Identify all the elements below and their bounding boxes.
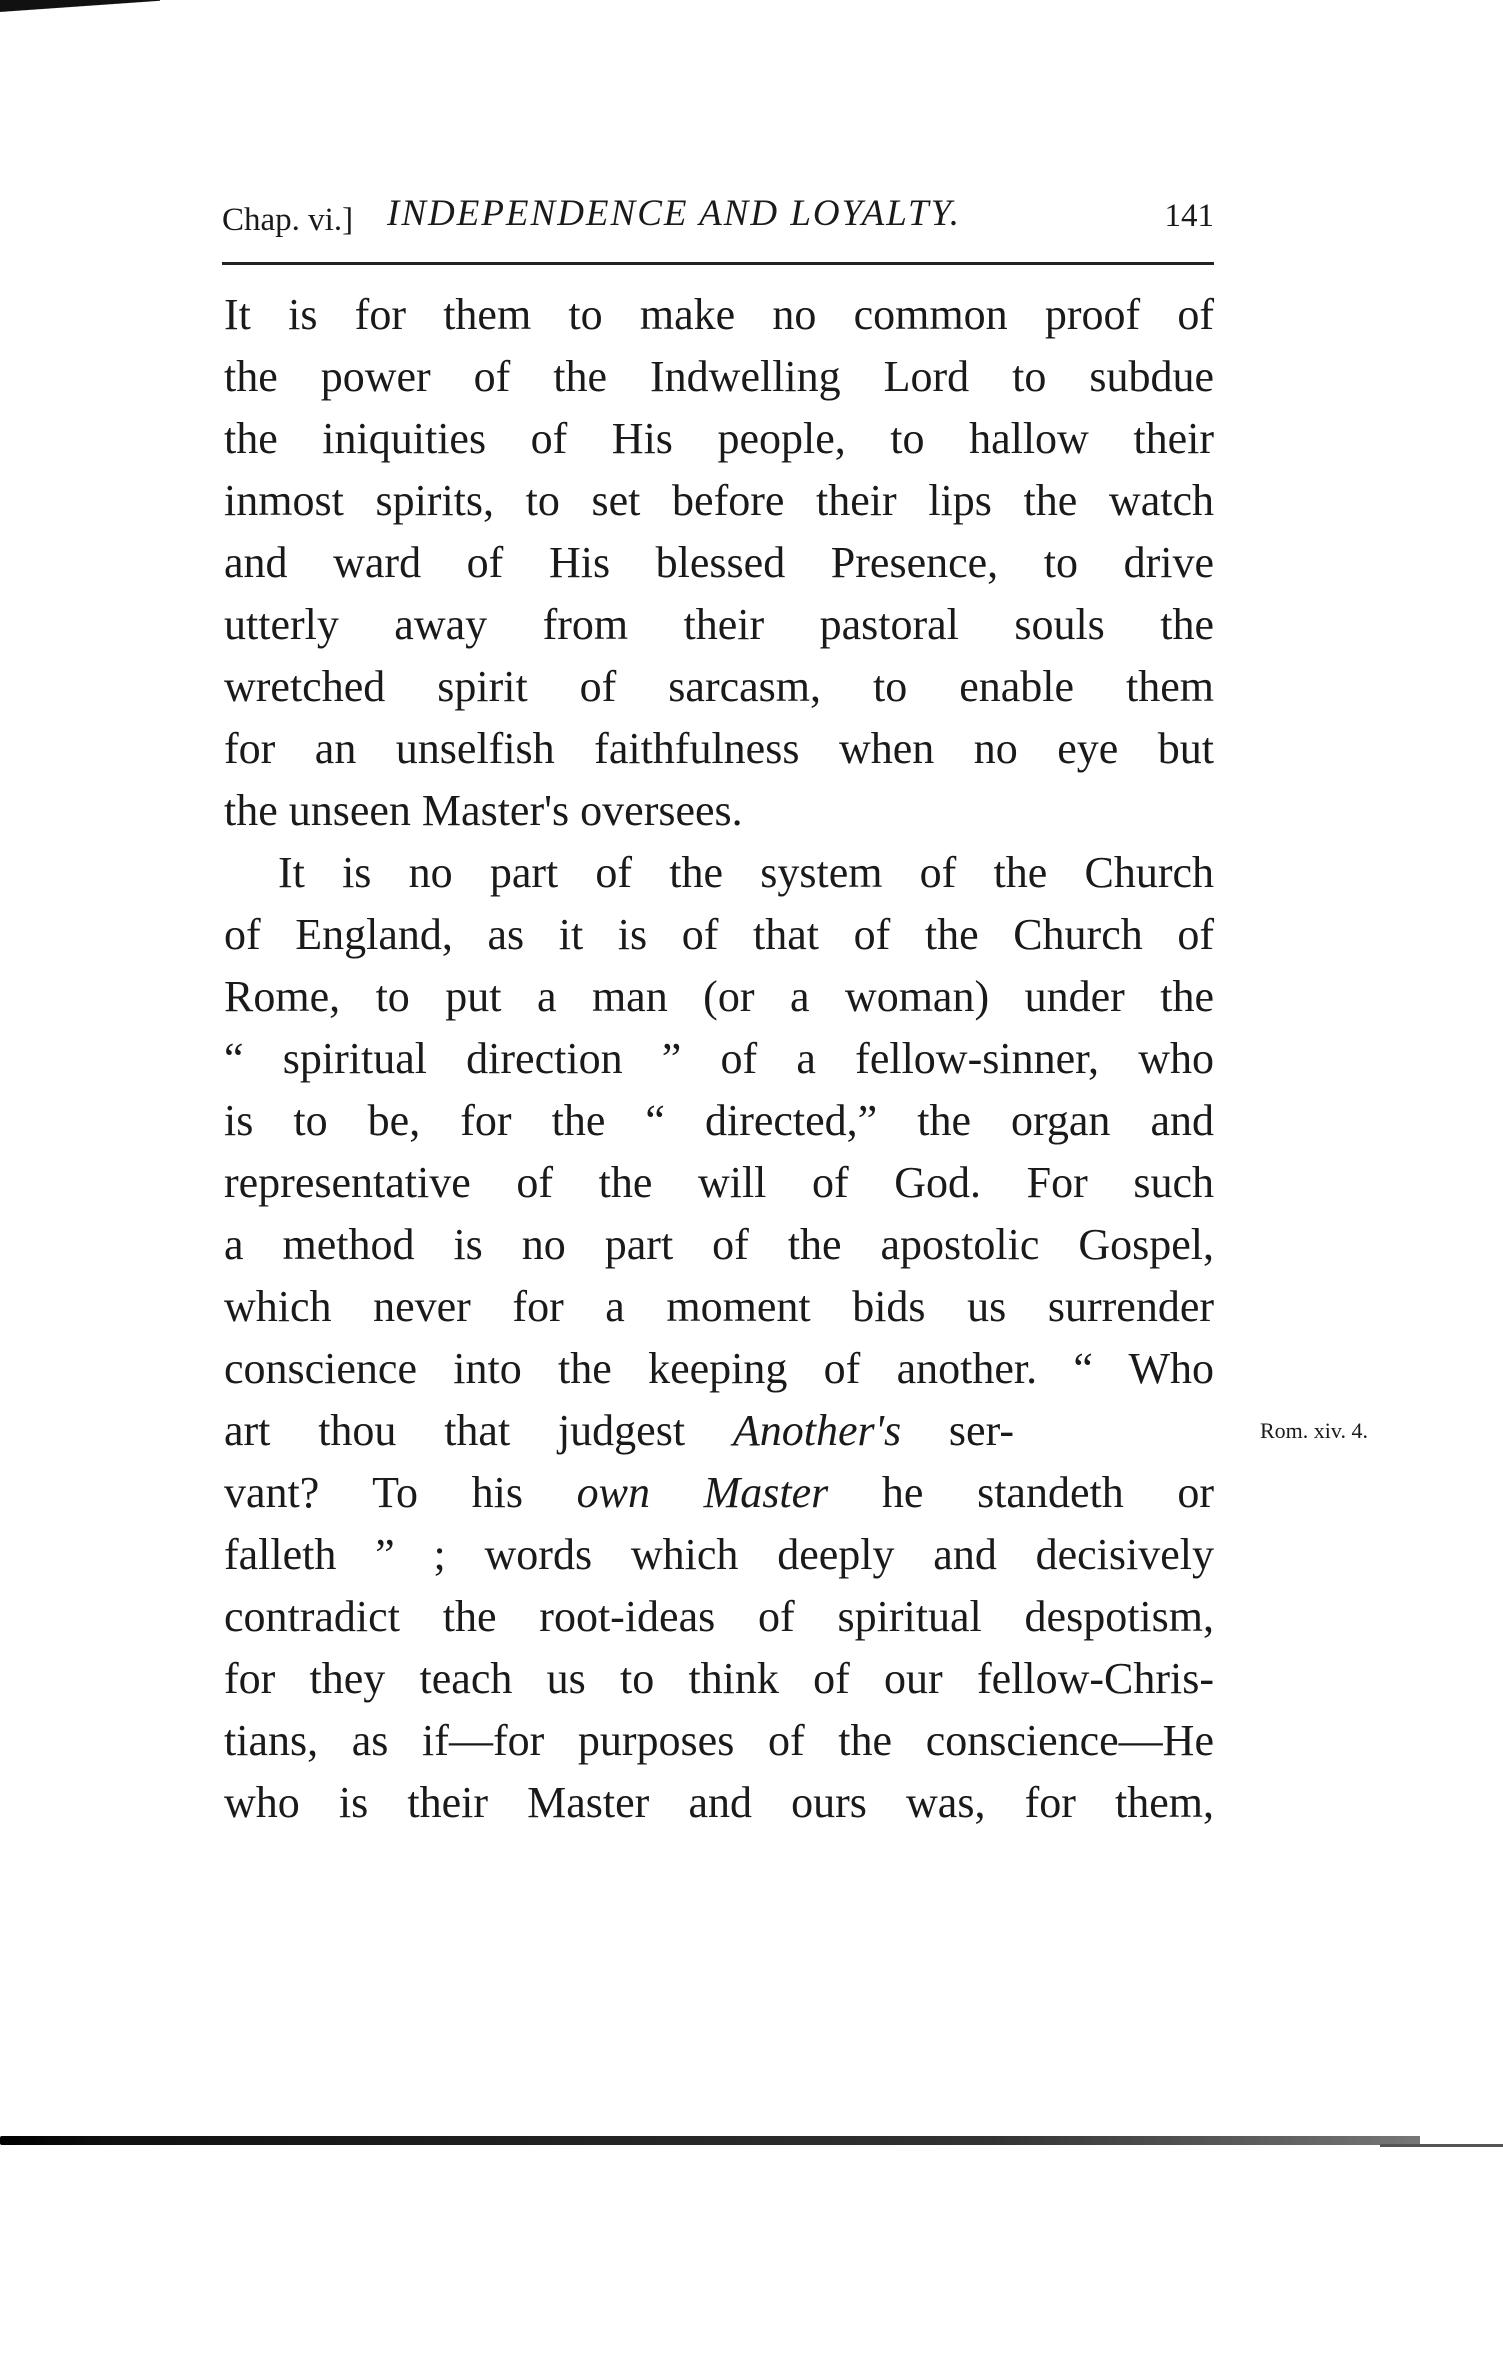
italic-word: Another's [732,1406,902,1455]
scan-edge-mark [0,2130,1503,2156]
body-text [224,284,1368,1834]
running-header [222,188,1214,248]
text-line: It is for them to make no common proof of [224,290,1214,339]
scan-bar [1380,2144,1503,2147]
text-line: wretched spirit of sarcasm, to enable them [224,662,1214,711]
text-line: “ spiritual direction ” of a fellow-sinner, who [224,1034,1214,1083]
page-title: INDEPENDENCE AND LOYALTY. [387,193,962,234]
text-line: It is no part of the system of the Church [278,848,1214,897]
text-line: the power of the Indwelling Lord to subdue [224,352,1214,401]
text-line: of England, as it is of that of the Church of [224,910,1214,959]
text-line-with-margin-note [224,1400,1368,1462]
text-line: is to be, for the “ directed,” the organ and [224,1096,1214,1145]
text-line: a method is no part of the apostolic Gospel, [224,1220,1214,1269]
text-line: conscience into the keeping of another. “ Who [224,1344,1214,1393]
text-line: tians, as if—for purposes of the conscience—He [224,1716,1214,1765]
text-line: for an unselfish faithfulness when no eye but [224,724,1214,773]
text-segment: he standeth or [828,1468,1215,1517]
text-line: and ward of His blessed Presence, to drive [224,538,1214,587]
margin-note: Rom. xiv. 4. [1260,1418,1368,1443]
text-line: the unseen Master's oversees. [224,786,743,835]
text-line [224,1462,1214,1524]
text-segment: vant? To his [224,1468,577,1517]
text-line: utterly away from their pastoral souls the [224,600,1214,649]
text-line: falleth ” ; words which deeply and decisively [224,1530,1214,1579]
text-line: inmost spirits, to set before their lips the watch [224,476,1214,525]
text-line: the iniquities of His people, to hallow their [224,414,1214,463]
italic-phrase: own Master [576,1468,829,1517]
text-line: which never for a moment bids us surrender [224,1282,1214,1331]
scan-bar [0,2136,1420,2145]
text-line [224,1400,1014,1462]
page-number: 141 [1164,198,1214,234]
text-line: Rome, to put a man (or a woman) under the [224,972,1214,1021]
text-line: for they teach us to think of our fellow-Chris- [224,1654,1214,1703]
text-segment: ser- [901,1406,1014,1455]
chapter-label: Chap. vi.] [222,202,354,238]
text-line: contradict the root-ideas of spiritual despotism, [224,1592,1214,1641]
header-rule [222,262,1214,265]
text-segment: art thou that judgest [224,1406,733,1455]
text-line: who is their Master and ours was, for them, [224,1778,1214,1827]
scan-edge-mark [0,0,160,18]
text-line: representative of the will of God. For such [224,1158,1214,1207]
